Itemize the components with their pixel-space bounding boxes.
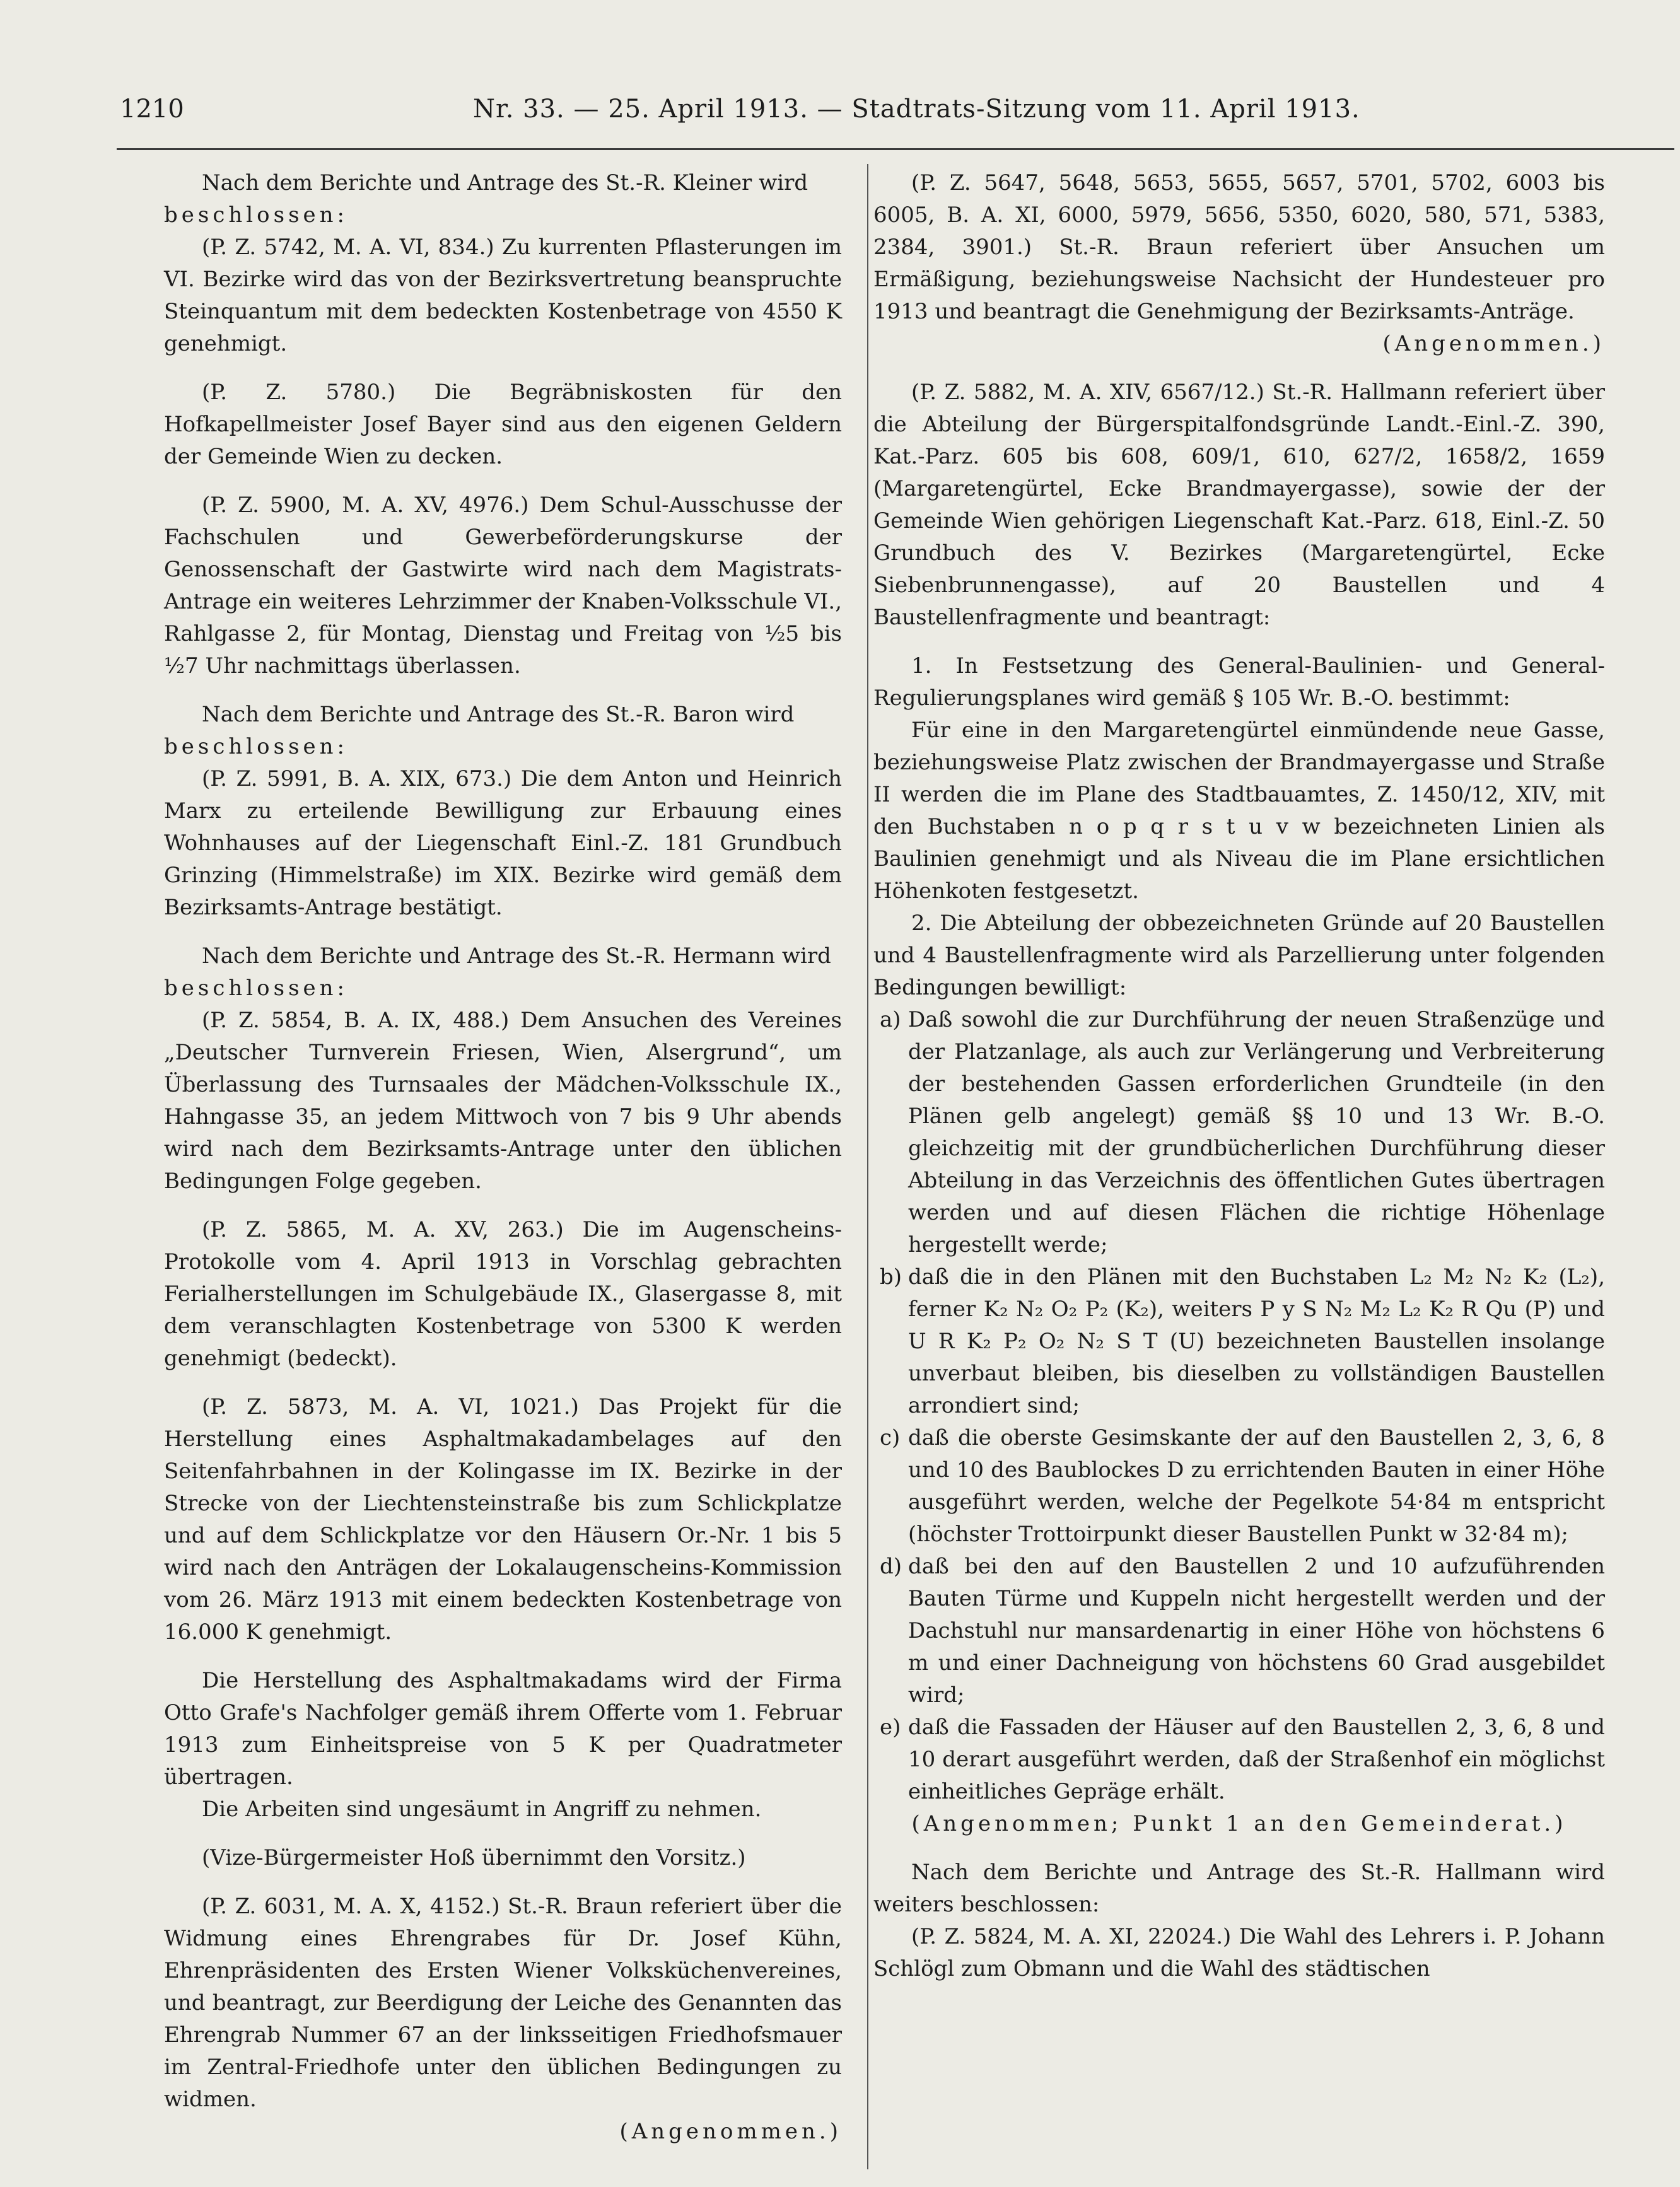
list-label: e) xyxy=(880,1715,901,1740)
list-item xyxy=(873,1004,1605,1261)
left-column xyxy=(164,167,842,2148)
list-text: daß die in den Plänen mit den Buchstaben L₂ M₂ N₂ K₂ (L₂), ferner K₂ N₂ O₂ P₂ (K₂), weiters P y S N₂ M₂ L₂ K₂ R Qu (P) und U R K₂ P₂ O₂ N₂ S T (U) bezeichneten Baustellen insolange unverbaut bleiben, bis dieselben zu vollständigen Baustellen arrondiert sind; xyxy=(908,1264,1605,1418)
list-item xyxy=(873,1422,1605,1551)
resolution-label: beschlossen: xyxy=(164,202,348,228)
accepted-note: (Angenommen.) xyxy=(619,2119,842,2144)
paragraph: (P. Z. 5865, M. A. XV, 263.) Die im Augenscheins-Protokolle vom 4. April 1913 in Vorschlag gebrachten Ferialherstellungen im Schulgebäude IX., Glasergasse 8, mit dem veranschlagten Kostenbetrage von 5300 K werden genehmigt (bedeckt). xyxy=(164,1217,842,1371)
list-item xyxy=(873,1712,1605,1808)
list-label: c) xyxy=(880,1425,901,1450)
paragraph: Für eine in den Margaretengürtel einmündende neue Gasse, beziehungsweise Platz zwischen der Brandmayergasse und Straße II werden die im Plane des Stadtbauamtes, Z. 1450/12, XIV, mit den Buchstaben n o p q r s t u v w bezeichneten Linien als Baulinien genehmigt und als Niveau die im Plane ersichtlichen Höhenkoten festgesetzt. xyxy=(873,718,1605,904)
paragraph: 2. Die Abteilung der obbezeichneten Gründe auf 20 Baustellen und 4 Baustellenfragmente wird als Parzellierung unter folgenden Bedingungen bewilligt: xyxy=(873,911,1605,1000)
paragraph: (Vize-Bürgermeister Hoß übernimmt den Vorsitz.) xyxy=(202,1845,746,1870)
resolution-label: beschlossen: xyxy=(164,976,348,1001)
paragraph: (P. Z. 6031, M. A. X, 4152.) St.-R. Braun referiert über die Widmung eines Ehrengrabes für Dr. Josef Kühn, Ehrenpräsidenten des Ersten Wiener Volksküchenvereines, und beantragt, zur Beerdigung der Leiche des Genannten das Ehrengrab Nummer 67 an der linksseitigen Friedhofsmauer im Zentral-Friedhofe unter den üblichen Bedingungen zu widmen. xyxy=(164,1894,842,2112)
accepted-note: (Angenommen; Punkt 1 an den Gemeinderat.) xyxy=(911,1811,1567,1836)
resolution-intro: Nach dem Berichte und Antrage des St.-R. Hallmann wird weiters beschlossen: xyxy=(873,1860,1605,1917)
resolution-label: beschlossen: xyxy=(164,734,348,759)
paragraph: (P. Z. 5900, M. A. XV, 4976.) Dem Schul-Ausschusse der Fachschulen und Gewerbeförderungskurse der Genossenschaft der Gastwirte wird nach dem Magistrats-Antrage ein weiteres Lehrzimmer der Knaben-Volksschule VI., Rahlgasse 2, für Montag, Dienstag und Freitag von ½5 bis ½7 Uhr nachmittags überlassen. xyxy=(164,493,842,679)
paragraph: (P. Z. 5780.) Die Begräbniskosten für den Hofkapellmeister Josef Bayer sind aus den eigenen Geldern der Gemeinde Wien zu decken. xyxy=(164,380,842,469)
paragraph: (P. Z. 5991, B. A. XIX, 673.) Die dem Anton und Heinrich Marx zu erteilende Bewilligung zur Erbauung eines Wohnhauses auf der Liegenschaft Einl.-Z. 181 Grundbuch Grinzing (Himmelstraße) im XIX. Bezirke wird gemäß dem Bezirksamts-Antrage bestätigt. xyxy=(164,766,842,920)
list-item xyxy=(873,1261,1605,1422)
right-column xyxy=(873,167,1605,1985)
paragraph: 1. In Festsetzung des General-Baulinien- und General-Regulierungsplanes wird gemäß § 105 Wr. B.-O. bestimmt: xyxy=(873,653,1605,711)
page-header xyxy=(120,95,1360,139)
resolution-intro: Nach dem Berichte und Antrage des St.-R. Kleiner wird xyxy=(202,170,808,195)
list-text: daß bei den auf den Baustellen 2 und 10 aufzuführenden Bauten Türme und Kuppeln nicht hergestellt werden und der Dachstuhl nur mansardenartig in einer Höhe von höchstens 6 m und einer Dachneigung von höchstens 60 Grad ausgebildet wird; xyxy=(908,1554,1605,1708)
paragraph: Die Herstellung des Asphaltmakadams wird der Firma Otto Grafe's Nachfolger gemäß ihrem Offerte vom 1. Februar 1913 zum Einheitspreise von 5 K per Quadratmeter übertragen. xyxy=(164,1668,842,1790)
list-text: daß die Fassaden der Häuser auf den Baustellen 2, 3, 6, 8 und 10 derart ausgeführt werden, daß der Straßenhof ein möglichst einheitliches Gepräge erhält. xyxy=(908,1715,1605,1804)
list-item xyxy=(873,1551,1605,1712)
paragraph: (P. Z. 5882, M. A. XIV, 6567/12.) St.-R. Hallmann referiert über die Abteilung der Bürgerspitalfondsgründe Landt.-Einl.-Z. 390, Kat.-Parz. 605 bis 608, 609/1, 610, 627/2, 1658/2, 1659 (Margaretengürtel, Ecke Brandmayergasse), sowie der der Gemeinde Wien gehörigen Liegenschaft Kat.-Parz. 618, Einl.-Z. 50 Grundbuch des V. Bezirkes (Margaretengürtel, Ecke Siebenbrunnengasse), auf 20 Baustellen und 4 Baustellenfragmente und beantragt: xyxy=(873,380,1605,630)
paragraph: (P. Z. 5647, 5648, 5653, 5655, 5657, 5701, 5702, 6003 bis 6005, B. A. XI, 6000, 5979, 5656, 5350, 6020, 580, 571, 5383, 2384, 3901.) St.-R. Braun referiert über Ansuchen um Ermäßigung, beziehungsweise Nachsicht der Hundesteuer pro 1913 und beantragt die Genehmigung der Bezirksamts-Anträge. xyxy=(873,170,1605,324)
resolution-intro: Nach dem Berichte und Antrage des St.-R. Hermann wird xyxy=(202,943,831,969)
paragraph: Die Arbeiten sind ungesäumt in Angriff zu nehmen. xyxy=(202,1797,762,1822)
paragraph: (P. Z. 5854, B. A. IX, 488.) Dem Ansuchen des Vereines „Deutscher Turnverein Friesen, Wien, Alsergrund“, um Überlassung des Turnsaales der Mädchen-Volksschule IX., Hahngasse 35, an jedem Mittwoch von 7 bis 9 Uhr abends wird nach dem Bezirksamts-Antrage unter den üblichen Bedingungen Folge gegeben. xyxy=(164,1008,842,1194)
paragraph: (P. Z. 5873, M. A. VI, 1021.) Das Projekt für die Herstellung eines Asphaltmakadambelages auf den Seitenfahrbahnen in der Kolingasse im IX. Bezirke in der Strecke von der Liechtensteinstraße bis zum Schlickplatze und auf dem Schlickplatze vor den Häusern Or.-Nr. 1 bis 5 wird nach den Anträgen der Lokalaugenscheins-Kommission vom 26. März 1913 mit einem bedeckten Kostenbetrage von 16.000 K genehmigt. xyxy=(164,1394,842,1645)
accepted-note: (Angenommen.) xyxy=(1382,331,1605,356)
list-text: Daß sowohl die zur Durchführung der neuen Straßenzüge und der Platzanlage, als auch zur Verlängerung und Verbreiterung der bestehenden Gassen erforderlichen Grundteile (in den Plänen gelb angelegt) gemäß §§ 10 und 13 Wr. B.-O. gleichzeitig mit der grundbücherlichen Durchführung dieser Abteilung in das Verzeichnis des öffentlichen Gutes übertragen werden und auf diesen Flächen die richtige Höhenlage hergestellt werde; xyxy=(908,1007,1605,1257)
header-title: Nr. 33. — 25. April 1913. — Stadtrats-Sitzung vom 11. April 1913. xyxy=(473,95,1360,124)
paragraph: (P. Z. 5742, M. A. VI, 834.) Zu kurrenten Pflasterungen im VI. Bezirke wird das von der Bezirksvertretung beanspruchte Steinquantum mit dem bedeckten Kostenbetrage von 4550 K genehmigt. xyxy=(164,235,842,356)
list-text: daß die oberste Gesimskante der auf den Baustellen 2, 3, 6, 8 und 10 des Baublockes D zu errichtenden Bauten in einer Höhe ausgeführt werden, welche der Pegelkote 54·84 m entspricht (höchster Trottoirpunkt dieser Baustellen Punkt w 32·84 m); xyxy=(908,1425,1605,1547)
paragraph: (P. Z. 5824, M. A. XI, 22024.) Die Wahl des Lehrers i. P. Johann Schlögl zum Obmann und die Wahl des städtischen xyxy=(873,1924,1605,1981)
list-label: a) xyxy=(880,1007,901,1032)
column-divider xyxy=(867,164,868,2169)
list-label: b) xyxy=(880,1264,902,1290)
header-rule xyxy=(117,148,1674,150)
page-number: 1210 xyxy=(120,95,184,124)
list-label: d) xyxy=(880,1554,902,1579)
resolution-intro: Nach dem Berichte und Antrage des St.-R. Baron wird xyxy=(202,702,795,727)
